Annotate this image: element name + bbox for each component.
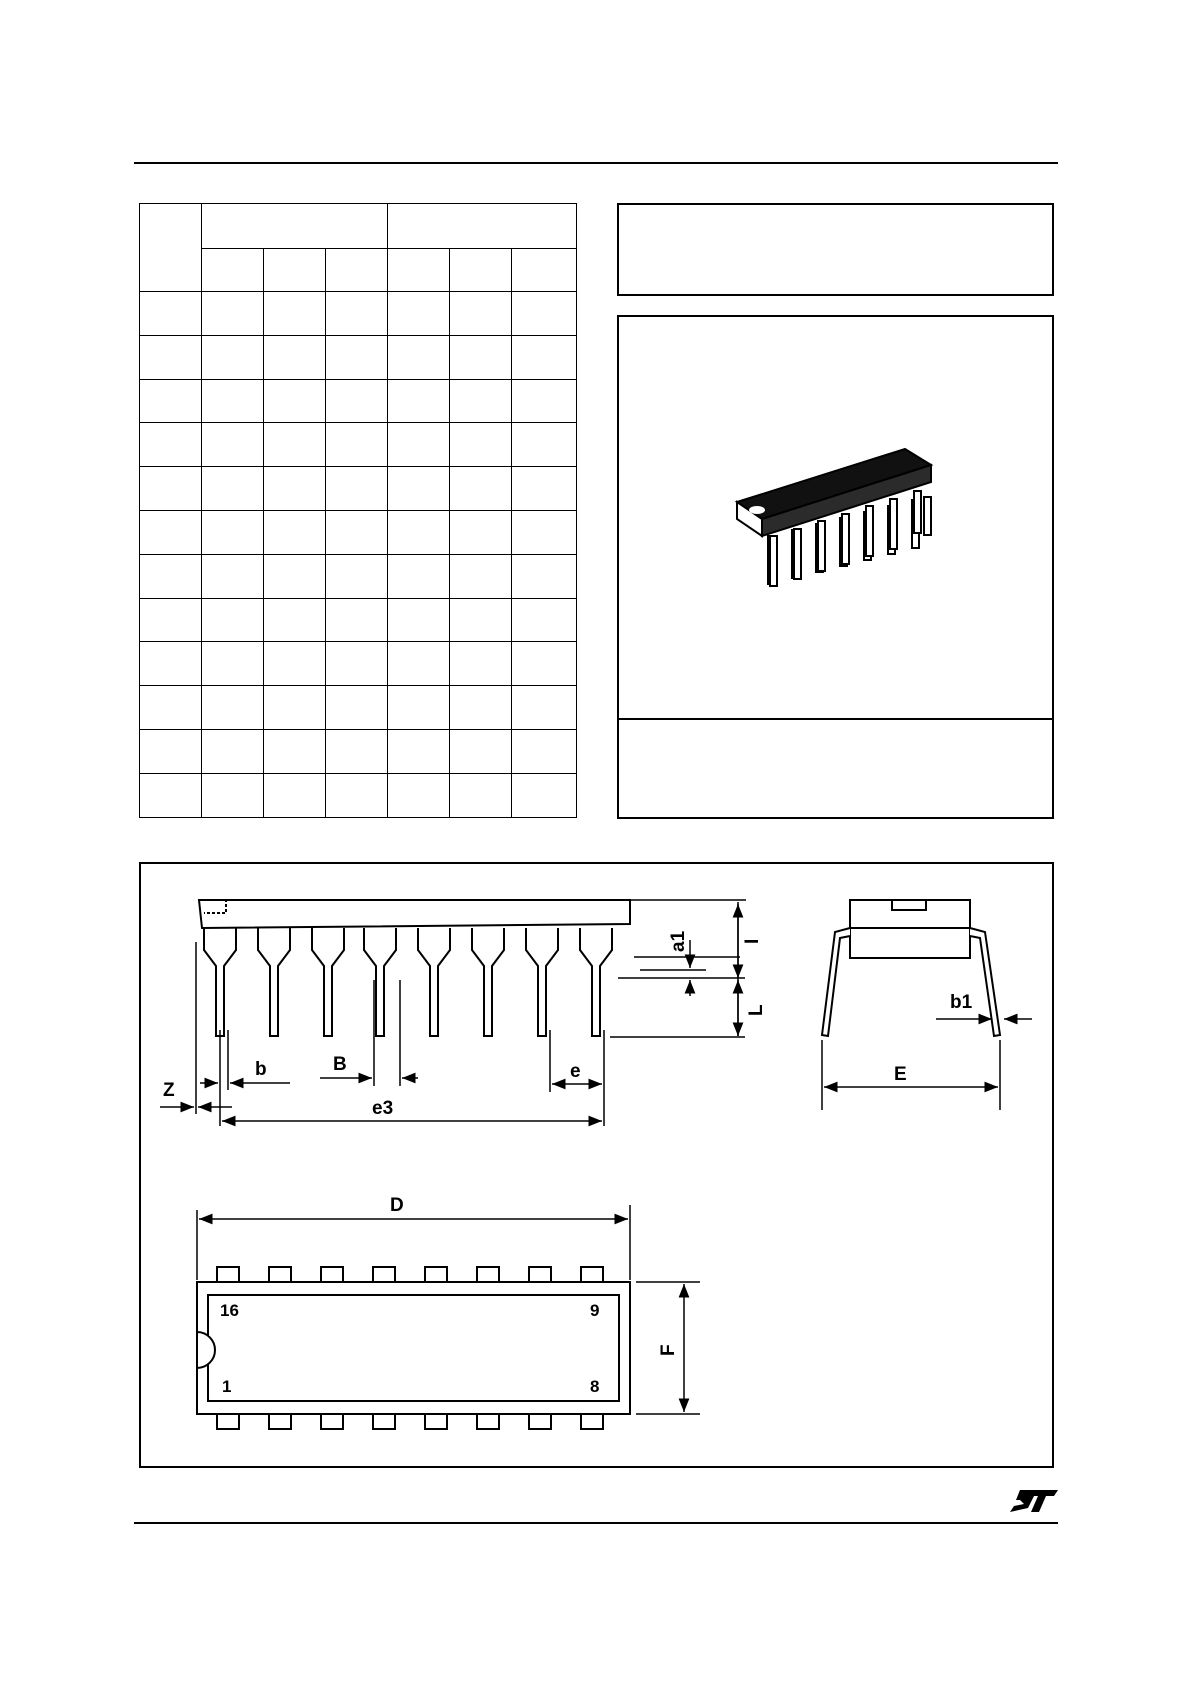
side-view [199,900,630,928]
top-pin [477,1267,499,1282]
side-pin [580,928,612,1036]
top-pin [269,1267,291,1282]
top-pin [217,1267,239,1282]
top-pin [321,1414,343,1429]
top-pin [529,1414,551,1429]
pin-label-8: 8 [590,1377,600,1396]
top-view [197,1282,630,1414]
dim-label-e3: e3 [372,1098,394,1119]
dim-label-e: e [570,1061,581,1082]
dim-label-F: F [658,1344,679,1356]
top-pin [581,1267,603,1282]
dim-label-E: E [894,1064,907,1085]
side-pin [526,928,558,1036]
dim-label-a1: a1 [668,930,689,952]
dim-label-b: b [255,1059,267,1080]
side-pin [204,928,236,1036]
top-pin [321,1267,343,1282]
dim-label-I: I [742,938,763,944]
top-pin [529,1267,551,1282]
side-pin [472,928,504,1036]
pin-label-9: 9 [590,1301,600,1320]
dim-label-Z: Z [163,1080,175,1101]
pin-label-16: 16 [220,1301,239,1320]
dim-label-D: D [390,1195,404,1216]
dim-label-B: B [333,1054,347,1075]
top-pin [477,1414,499,1429]
top-pin [581,1414,603,1429]
end-view [822,900,1000,1036]
dim-label-L: L [746,1004,767,1016]
side-view-pins [204,928,612,1036]
pin-label-1: 1 [222,1377,232,1396]
dim-label-b1: b1 [950,992,973,1013]
top-pin [373,1414,395,1429]
top-pin [425,1267,447,1282]
side-pin [312,928,344,1036]
side-pin [258,928,290,1036]
top-pin [269,1414,291,1429]
top-pin [217,1414,239,1429]
st-logo [1006,1486,1066,1516]
top-pin [373,1267,395,1282]
side-pin [418,928,450,1036]
side-pin [364,928,396,1036]
top-pin [425,1414,447,1429]
